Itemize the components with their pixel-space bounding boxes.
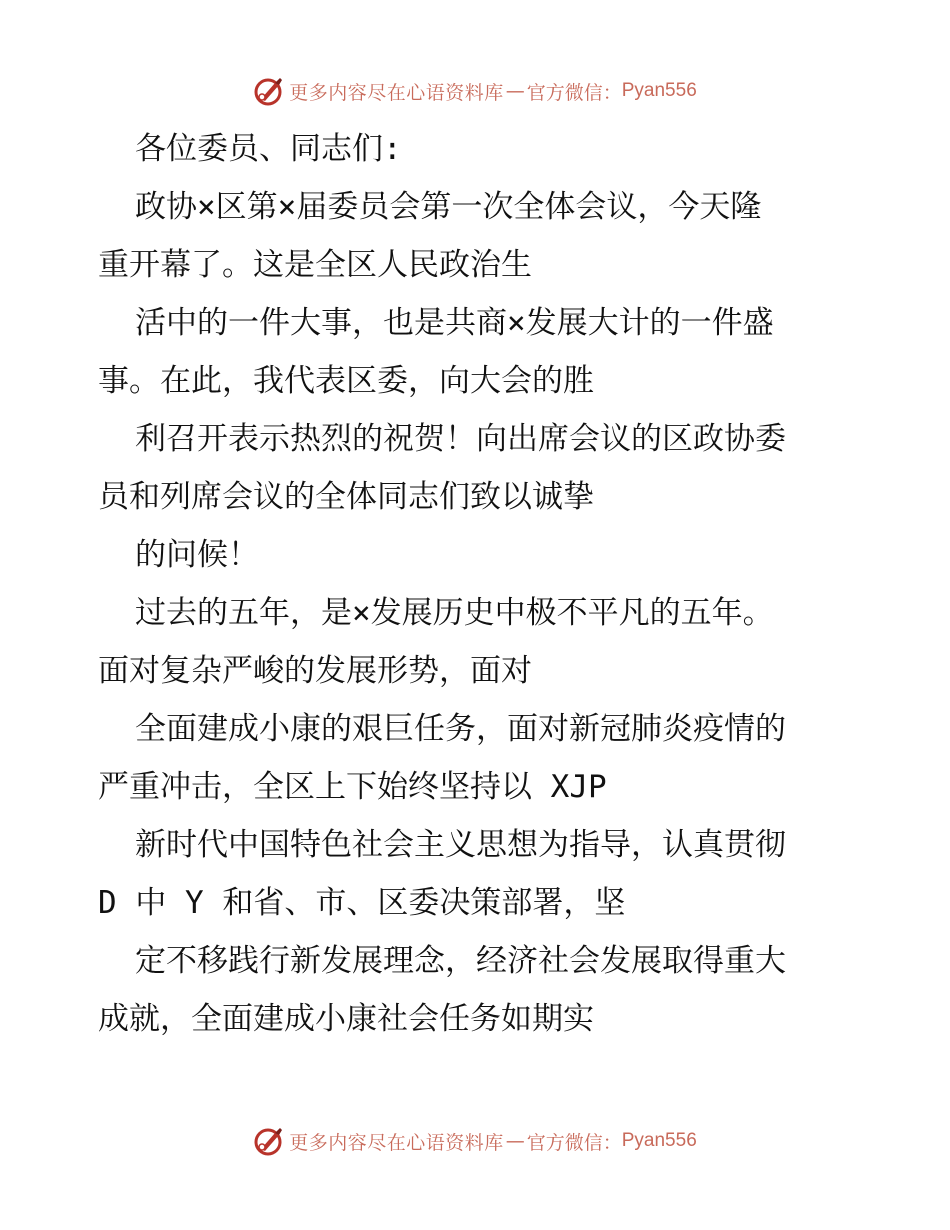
text-line: 严重冲击，全区上下始终坚持以 XJP <box>98 769 607 805</box>
text-line: 员和列席会议的全体同志们致以诚挚 <box>98 479 594 515</box>
banner-handle: Pyan556 <box>621 80 697 101</box>
header-banner <box>0 71 950 111</box>
text-line: 成就，全面建成小康社会任务如期实 <box>98 1001 594 1037</box>
banner-separator: — <box>505 1130 525 1152</box>
text-line: 定不移践行新发展理念，经济社会发展取得重大 <box>135 943 786 979</box>
text-line: 各位委员、同志们: <box>135 131 402 167</box>
text-line: 过去的五年，是×发展历史中极不平凡的五年。 <box>135 595 774 631</box>
text-line: 利召开表示热烈的祝贺！向出席会议的区政协委 <box>135 421 786 457</box>
speech-body <box>98 120 858 1048</box>
text-line: 重开幕了。这是全区人民政治生 <box>98 247 532 283</box>
pen-swirl-logo-icon <box>253 75 285 107</box>
text-line: D 中 Y 和省、市、区委决策部署，坚 <box>98 885 626 921</box>
text-line: 全面建成小康的艰巨任务，面对新冠肺炎疫情的 <box>135 711 786 747</box>
text-line: 活中的一件大事，也是共商×发展大计的一件盛 <box>135 305 774 341</box>
banner-brand-text: 更多内容尽在心语资料库 <box>289 81 504 104</box>
pen-swirl-logo-icon <box>253 1125 285 1157</box>
banner-contact-label: 官方微信： <box>526 1131 622 1154</box>
text-line: 事。在此，我代表区委，向大会的胜 <box>98 363 594 399</box>
footer-banner <box>0 1121 950 1161</box>
text-line: 面对复杂严峻的发展形势，面对 <box>98 653 532 689</box>
banner-handle: Pyan556 <box>621 1130 697 1151</box>
text-line: 政协×区第×届委员会第一次全体会议，今天隆 <box>135 189 762 225</box>
banner-brand-text: 更多内容尽在心语资料库 <box>289 1131 504 1154</box>
banner-contact-label: 官方微信： <box>526 81 622 104</box>
text-line: 的问候！ <box>135 537 259 573</box>
banner-separator: — <box>505 80 525 102</box>
text-line: 新时代中国特色社会主义思想为指导，认真贯彻 <box>135 827 786 863</box>
